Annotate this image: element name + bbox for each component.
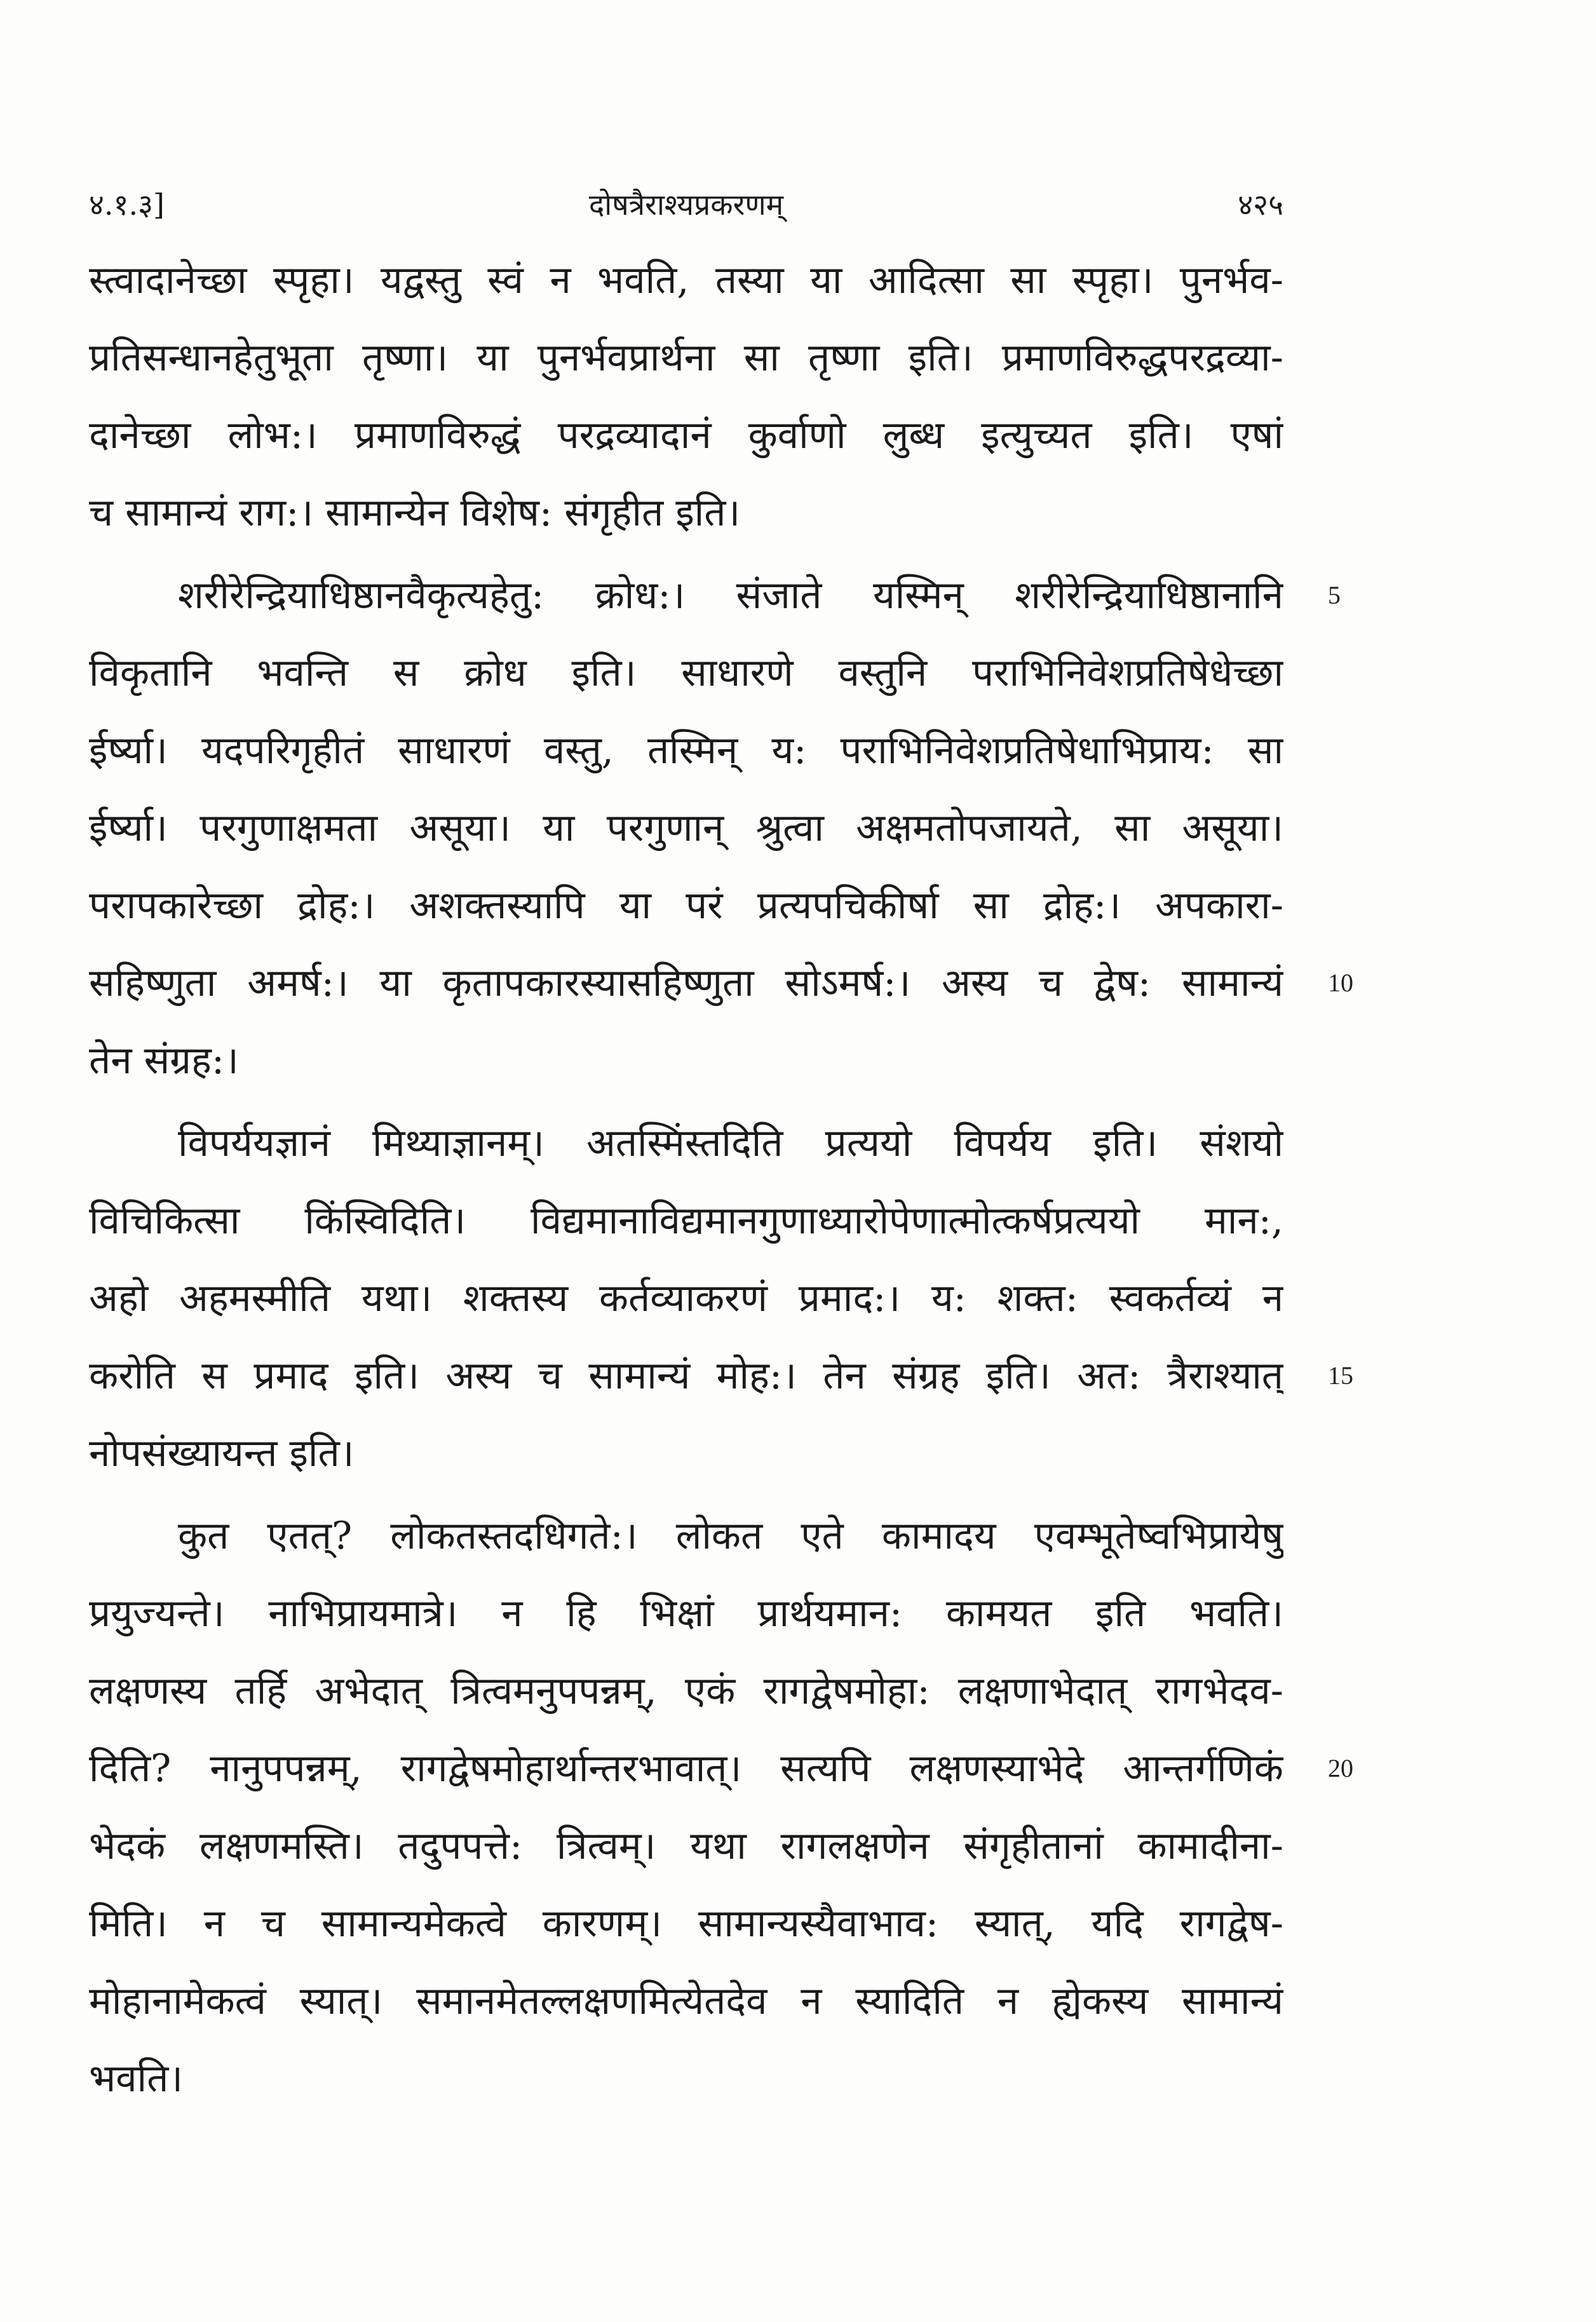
chapter-title: दोषत्रैराश्यप्रकरणम् <box>588 187 784 222</box>
text-line: दिति? नानुपपन्नम्, रागद्वेषमोहार्थान्तरभावात्। सत्यपि लक्षणस्याभेदे आन्तर्गणिकं <box>89 1746 1283 1791</box>
margin-line-number: 5 <box>1328 581 1341 609</box>
text-line: स्त्वादानेच्छा स्पृहा। यद्वस्तु स्वं न भवति, तस्या या आदित्सा सा स्पृहा। पुनर्भव- <box>89 258 1283 302</box>
text-line: विचिकित्सा किंस्विदिति। विद्यमानाविद्यमानगुणाध्यारोपेणात्मोत्कर्षप्रत्ययो मान:, <box>89 1198 1283 1243</box>
text-line: विकृतानि भवन्ति स क्रोध इति। साधारणे वस्तुनि पराभिनिवेशप्रतिषेधेच्छा <box>89 651 1283 695</box>
paragraph-gap <box>89 552 1283 557</box>
section-reference: ४.१.३] <box>89 187 165 222</box>
text-line: मोहानामेकत्वं स्यात्। समानमेतल्लक्षणमित्येतदेव न स्यादिति न ह्येकस्य सामान्यं <box>89 1979 1283 2023</box>
text-line: सहिष्णुता अमर्ष:। या कृतापकारस्यासहिष्णुता सोऽमर्ष:। अस्य च द्वेष: सामान्यं <box>89 961 1283 1005</box>
paragraph <box>89 241 1283 552</box>
text-line: अहो अहमस्मीति यथा। शक्तस्य कर्तव्याकरणं प्रमाद:। य: शक्त: स्वकर्तव्यं न <box>89 1276 1283 1321</box>
text-line: च सामान्यं राग:। सामान्येन विशेष: संगृहीत इति। <box>89 491 741 535</box>
text-line: कुत एतत्? लोकतस्तदधिगते:। लोकत एते कामादय एवम्भूतेष्वभिप्रायेषु <box>178 1514 1283 1558</box>
text-body <box>89 241 1353 2117</box>
text-line: परापकारेच्छा द्रोह:। अशक्तस्यापि या परं प्रत्यपचिकीर्षा सा द्रोह:। अपकारा- <box>89 883 1283 928</box>
text-line: लक्षणस्य तर्हि अभेदात् त्रित्वमनुपपन्नम्, एकं रागद्वेषमोहा: लक्षणाभेदात् रागभेदव- <box>89 1669 1283 1713</box>
margin-line-number: 20 <box>1328 1754 1353 1782</box>
text-line: करोति स प्रमाद इति। अस्य च सामान्यं मोह:। तेन संग्रह इति। अत: त्रैराश्यात् <box>89 1354 1283 1398</box>
text-line: मिति। न च सामान्यमेकत्वे कारणम्। सामान्यस्यैवाभाव: स्यात्, यदि रागद्वेष- <box>89 1901 1283 1946</box>
text-line: भवति। <box>89 2056 184 2101</box>
text-line: प्रयुज्यन्ते। नाभिप्रायमात्रे। न हि भिक्षां प्रार्थयमान: कामयत इति भवति। <box>89 1591 1283 1636</box>
paragraph <box>89 1104 1283 1492</box>
paragraph-gap <box>89 1492 1283 1497</box>
text-line: ईर्ष्या। यदपरिगृहीतं साधारणं वस्तु, तस्मिन् य: पराभिनिवेशप्रतिषेधाभिप्राय: सा <box>89 728 1283 773</box>
text-line: विपर्ययज्ञानं मिथ्याज्ञानम्। अतस्मिंस्तदिति प्रत्ययो विपर्यय इति। संशयो <box>178 1121 1283 1165</box>
page-number: ४२५ <box>1238 187 1283 222</box>
text-line: प्रतिसन्धानहेतुभूता तृष्णा। या पुनर्भवप्रार्थना सा तृष्णा इति। प्रमाणविरुद्धपरद्रव्या- <box>89 336 1283 380</box>
paragraph <box>89 557 1283 1099</box>
text-line: शरीरेन्द्रियाधिष्ठानवैकृत्यहेतु: क्रोध:। संजाते यस्मिन् शरीरेन्द्रियाधिष्ठानानि <box>178 573 1283 618</box>
text-line: तेन संग्रह:। <box>89 1038 239 1083</box>
running-header <box>89 184 1283 235</box>
paragraph <box>89 1497 1283 2117</box>
paragraph-gap <box>89 1099 1283 1104</box>
text-line: दानेच्छा लोभ:। प्रमाणविरुद्धं परद्रव्यादानं कुर्वाणो लुब्ध इत्युच्यत इति। एषां <box>89 413 1283 458</box>
text-line: ईर्ष्या। परगुणाक्षमता असूया। या परगुणान् श्रुत्वा अक्षमतोपजायते, सा असूया। <box>89 806 1283 850</box>
margin-line-number: 15 <box>1328 1361 1353 1390</box>
text-line: नोपसंख्यायन्त इति। <box>89 1431 355 1476</box>
margin-line-number: 10 <box>1328 968 1353 997</box>
text-line: भेदकं लक्षणमस्ति। तदुपपत्ते: त्रित्वम्। यथा रागलक्षणेन संगृहीतानां कामादीना- <box>89 1824 1283 1868</box>
